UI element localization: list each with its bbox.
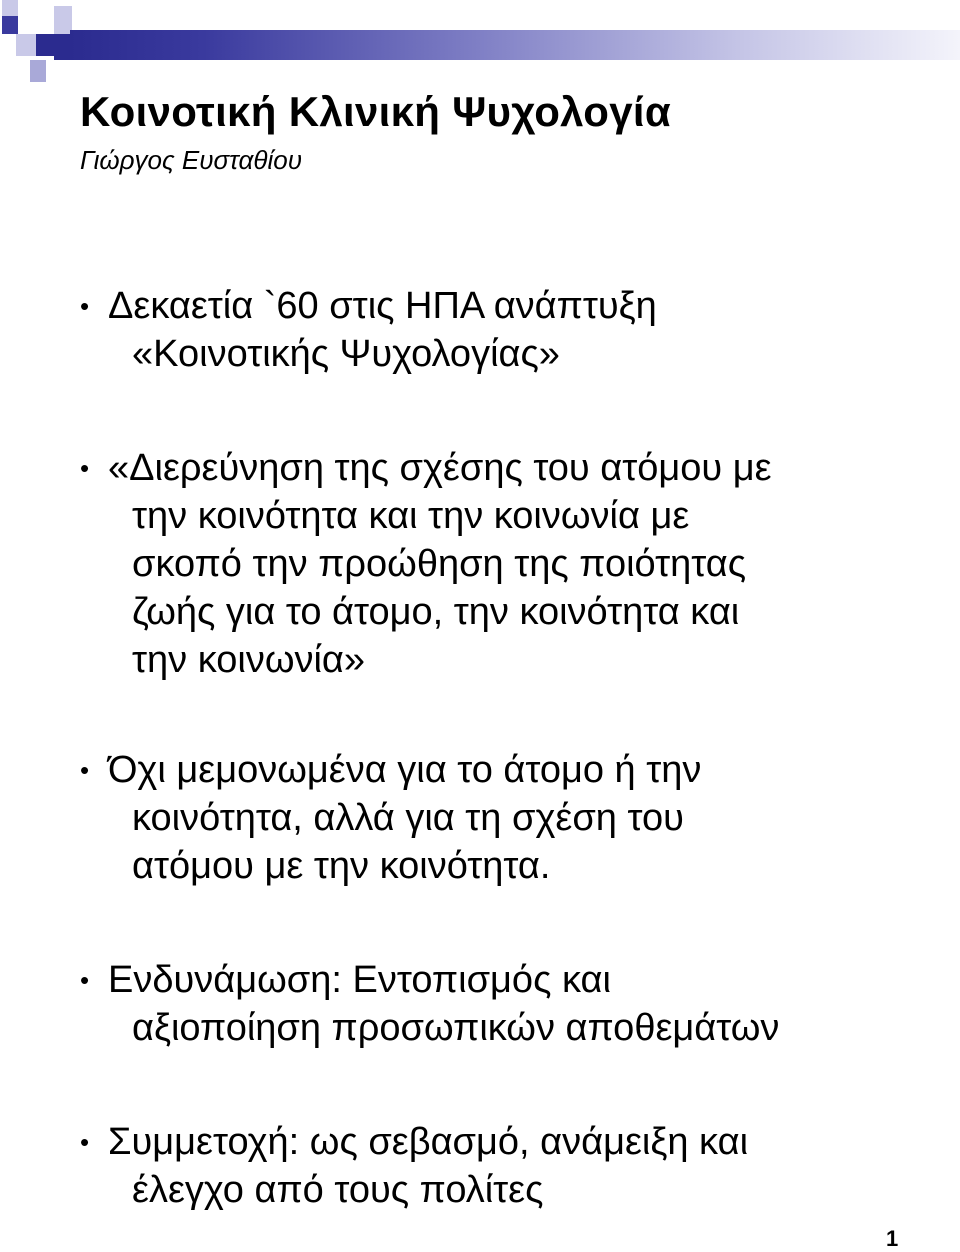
bullet-dot-icon: •: [80, 755, 90, 785]
bullet-item: [80, 444, 940, 684]
bullet-line: «Διερεύνηση της σχέσης του ατόμου με: [108, 447, 772, 489]
deco-square: [2, 0, 18, 16]
bullet-line: «Κοινοτικής Ψυχολογίας»: [132, 333, 560, 375]
bullet-line: ζωής για το άτομο, την κοινότητα και: [132, 591, 740, 633]
bullet-line: κοινότητα, αλλά για τη σχέση του: [132, 797, 684, 839]
bullet-dot-icon: •: [80, 1127, 90, 1157]
bullet-line: σκοπό την προώθηση της ποιότητας: [132, 543, 747, 585]
deco-square: [30, 60, 46, 82]
bullet-line: έλεγχο από τους πολίτες: [132, 1169, 544, 1211]
page-number: 1: [886, 1226, 899, 1251]
bullet-line: αξιοποίηση προσωπικών αποθεμάτων: [132, 1007, 780, 1049]
bullet-dot-icon: •: [80, 965, 90, 995]
bullet-line: Όχι μεμονωμένα για το άτομο ή την: [108, 749, 702, 791]
deco-square: [54, 34, 70, 60]
slide-author: Γιώργος Ευσταθίου: [80, 145, 302, 175]
bullet-dot-icon: •: [80, 453, 90, 483]
deco-square: [36, 34, 54, 56]
bullet-line: Συμμετοχή: ως σεβασμό, ανάμειξη και: [108, 1121, 749, 1163]
deco-square: [16, 34, 36, 56]
bullet-line: την κοινωνία»: [132, 639, 366, 681]
bullet-dot-icon: •: [80, 291, 90, 321]
bullet-item: [80, 1118, 940, 1214]
deco-square: [2, 16, 18, 34]
bullet-line: Ενδυνάμωση: Εντοπισμός και: [108, 959, 611, 1001]
header-band: [70, 30, 960, 60]
bullet-item: [80, 746, 940, 890]
bullet-line: Δεκαετία `60 στις ΗΠΑ ανάπτυξη: [108, 285, 657, 327]
bullet-item: [80, 282, 940, 378]
bullet-line: την κοινότητα και την κοινωνία με: [132, 495, 690, 537]
bullet-line: ατόμου με την κοινότητα.: [132, 845, 551, 887]
bullet-item: [80, 956, 940, 1052]
slide-title: Κοινοτική Κλινική Ψυχολογία: [80, 88, 672, 135]
